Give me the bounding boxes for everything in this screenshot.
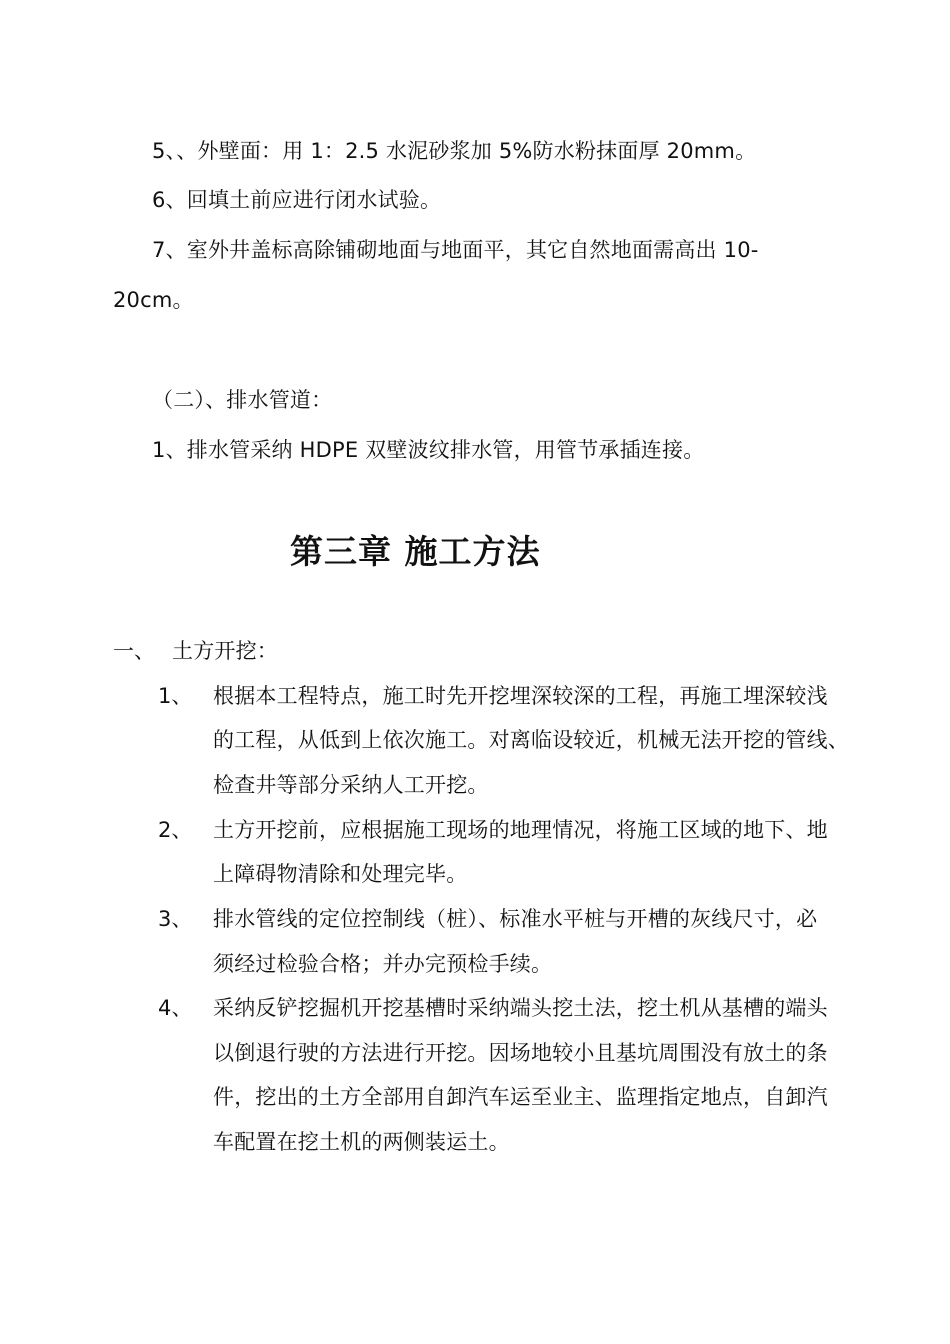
earthwork-heading-number: 一、 <box>113 639 155 663</box>
earthwork-item-2-number: 2、 <box>158 818 193 842</box>
earthwork-item-4-line-1: 采纳反铲挖掘机开挖基槽时采纳端头挖土法，挖土机从基槽的端头 <box>213 996 828 1020</box>
earthwork-item-1-line-3: 检查井等部分采纳人工开挖。 <box>213 773 489 797</box>
earthwork-item-4-line-3: 件，挖出的土方全部用自卸汽车运至业主、监理指定地点，自卸汽 <box>213 1085 828 1109</box>
earthwork-item-3-line-1: 排水管线的定位控制线（桩）、标准水平桩与开槽的灰线尺寸，必 <box>213 907 818 931</box>
earthwork-item-2-line-1: 土方开挖前，应根据施工现场的地理情况，将施工区域的地下、地 <box>213 818 828 842</box>
earthwork-item-4-line-4: 车配置在挖土机的两侧装运土。 <box>213 1130 510 1154</box>
earthwork-item-1-line-1: 根据本工程特点，施工时先开挖埋深较深的工程，再施工埋深较浅 <box>213 684 828 708</box>
earthwork-item-2-line-2: 上障碍物清除和处理完毕。 <box>213 862 468 886</box>
item-6-text: 6、回填土前应进行闭水试验。 <box>152 188 442 212</box>
earthwork-item-3-line-2: 须经过检验合格；并办完预检手续。 <box>213 952 553 976</box>
item-7-line-2: 20cm。 <box>113 288 194 312</box>
earthwork-item-3-number: 3、 <box>158 907 193 931</box>
chapter-title: 第三章 施工方法 <box>290 532 541 571</box>
drain-section-heading: （二）、排水管道： <box>152 388 333 412</box>
item-5-text: 5、、外壁面：用 1：2.5 水泥砂浆加 5%防水粉抹面厚 20mm。 <box>152 139 757 163</box>
earthwork-item-4-line-2: 以倒退行驶的方法进行开挖。因场地较小且基坑周围没有放土的条 <box>213 1041 828 1065</box>
earthwork-item-1-line-2: 的工程，从低到上依次施工。对离临设较近，机械无法开挖的管线、 <box>213 728 849 752</box>
earthwork-item-4-number: 4、 <box>158 996 193 1020</box>
drain-item-1-text: 1、排水管采纳 HDPE 双壁波纹排水管，用管节承插连接。 <box>152 438 705 462</box>
item-7-line-1: 7、室外井盖标高除铺砌地面与地面平，其它自然地面需高出 10- <box>152 238 759 262</box>
earthwork-item-1-number: 1、 <box>158 684 193 708</box>
earthwork-heading-text: 土方开挖： <box>172 639 278 663</box>
